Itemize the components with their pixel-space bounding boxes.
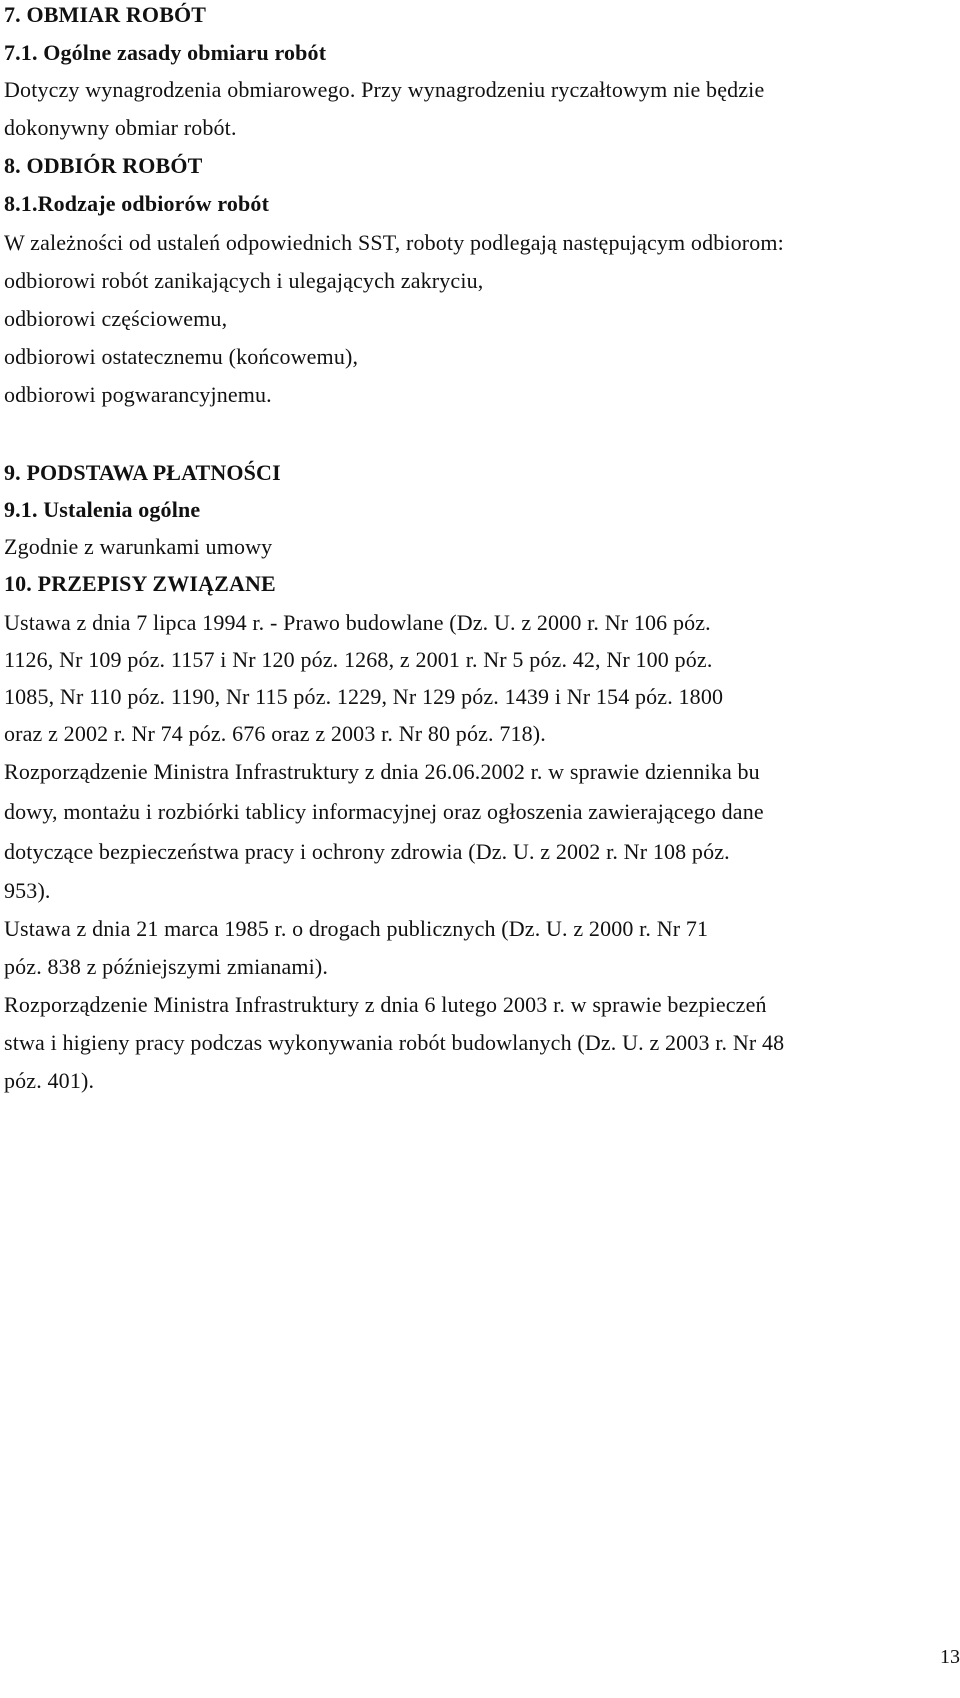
text-line: 1126, Nr 109 póz. 1157 i Nr 120 póz. 1268, z 2001 r. Nr 5 póz. 42, Nr 100 póz. (4, 647, 713, 672)
text-line: W zależności od ustaleń odpowiednich SST, roboty podlegają następującym odbiorom: (4, 230, 784, 255)
text-line: Rozporządzenie Ministra Infrastruktury z dnia 26.06.2002 r. w sprawie dziennika bu (4, 759, 760, 784)
text-line: Ustawa z dnia 21 marca 1985 r. o drogach publicznych (Dz. U. z 2000 r. Nr 71 (4, 916, 709, 941)
section-8-1-heading: 8.1.Rodzaje odbiorów robót (4, 191, 270, 216)
text-line: póz. 838 z późniejszymi zmianami). (4, 954, 329, 979)
list-item: odbiorowi ostatecznemu (końcowemu), (4, 344, 359, 369)
text-line: póz. 401). (4, 1068, 95, 1093)
text-line: 953). (4, 878, 51, 903)
section-7-heading: 7. OBMIAR ROBÓT (4, 2, 207, 27)
text-line: 1085, Nr 110 póz. 1190, Nr 115 póz. 1229, Nr 129 póz. 1439 i Nr 154 póz. 1800 (4, 684, 724, 709)
text-line: oraz z 2002 r. Nr 74 póz. 676 oraz z 2003 r. Nr 80 póz. 718). (4, 721, 546, 746)
text-line: dowy, montażu i rozbiórki tablicy informacyjnej oraz ogłoszenia zawierającego dane (4, 799, 764, 824)
text-line: Zgodnie z warunkami umowy (4, 534, 273, 559)
section-7-1-heading: 7.1. Ogólne zasady obmiaru robót (4, 40, 327, 65)
list-item: odbiorowi robót zanikających i ulegających zakryciu, (4, 268, 484, 293)
list-item: odbiorowi pogwarancyjnemu. (4, 382, 272, 407)
page-number: 13 (940, 1646, 960, 1668)
text-line: stwa i higieny pracy podczas wykonywania robót budowlanych (Dz. U. z 2003 r. Nr 48 (4, 1030, 785, 1055)
section-8-heading: 8. ODBIÓR ROBÓT (4, 153, 203, 178)
section-10-heading: 10. PRZEPISY ZWIĄZANE (4, 571, 276, 596)
text-line: Ustawa z dnia 7 lipca 1994 r. - Prawo budowlane (Dz. U. z 2000 r. Nr 106 póz. (4, 610, 711, 635)
section-9-1-heading: 9.1. Ustalenia ogólne (4, 497, 201, 522)
text-line: Rozporządzenie Ministra Infrastruktury z dnia 6 lutego 2003 r. w sprawie bezpieczeń (4, 992, 767, 1017)
text-line: dotyczące bezpieczeństwa pracy i ochrony zdrowia (Dz. U. z 2002 r. Nr 108 póz. (4, 839, 730, 864)
text-line: dokonywny obmiar robót. (4, 115, 237, 140)
text-line: Dotyczy wynagrodzenia obmiarowego. Przy wynagrodzeniu ryczałtowym nie będzie (4, 77, 765, 102)
section-9-heading: 9. PODSTAWA PŁATNOŚCI (4, 460, 281, 485)
list-item: odbiorowi częściowemu, (4, 306, 228, 331)
